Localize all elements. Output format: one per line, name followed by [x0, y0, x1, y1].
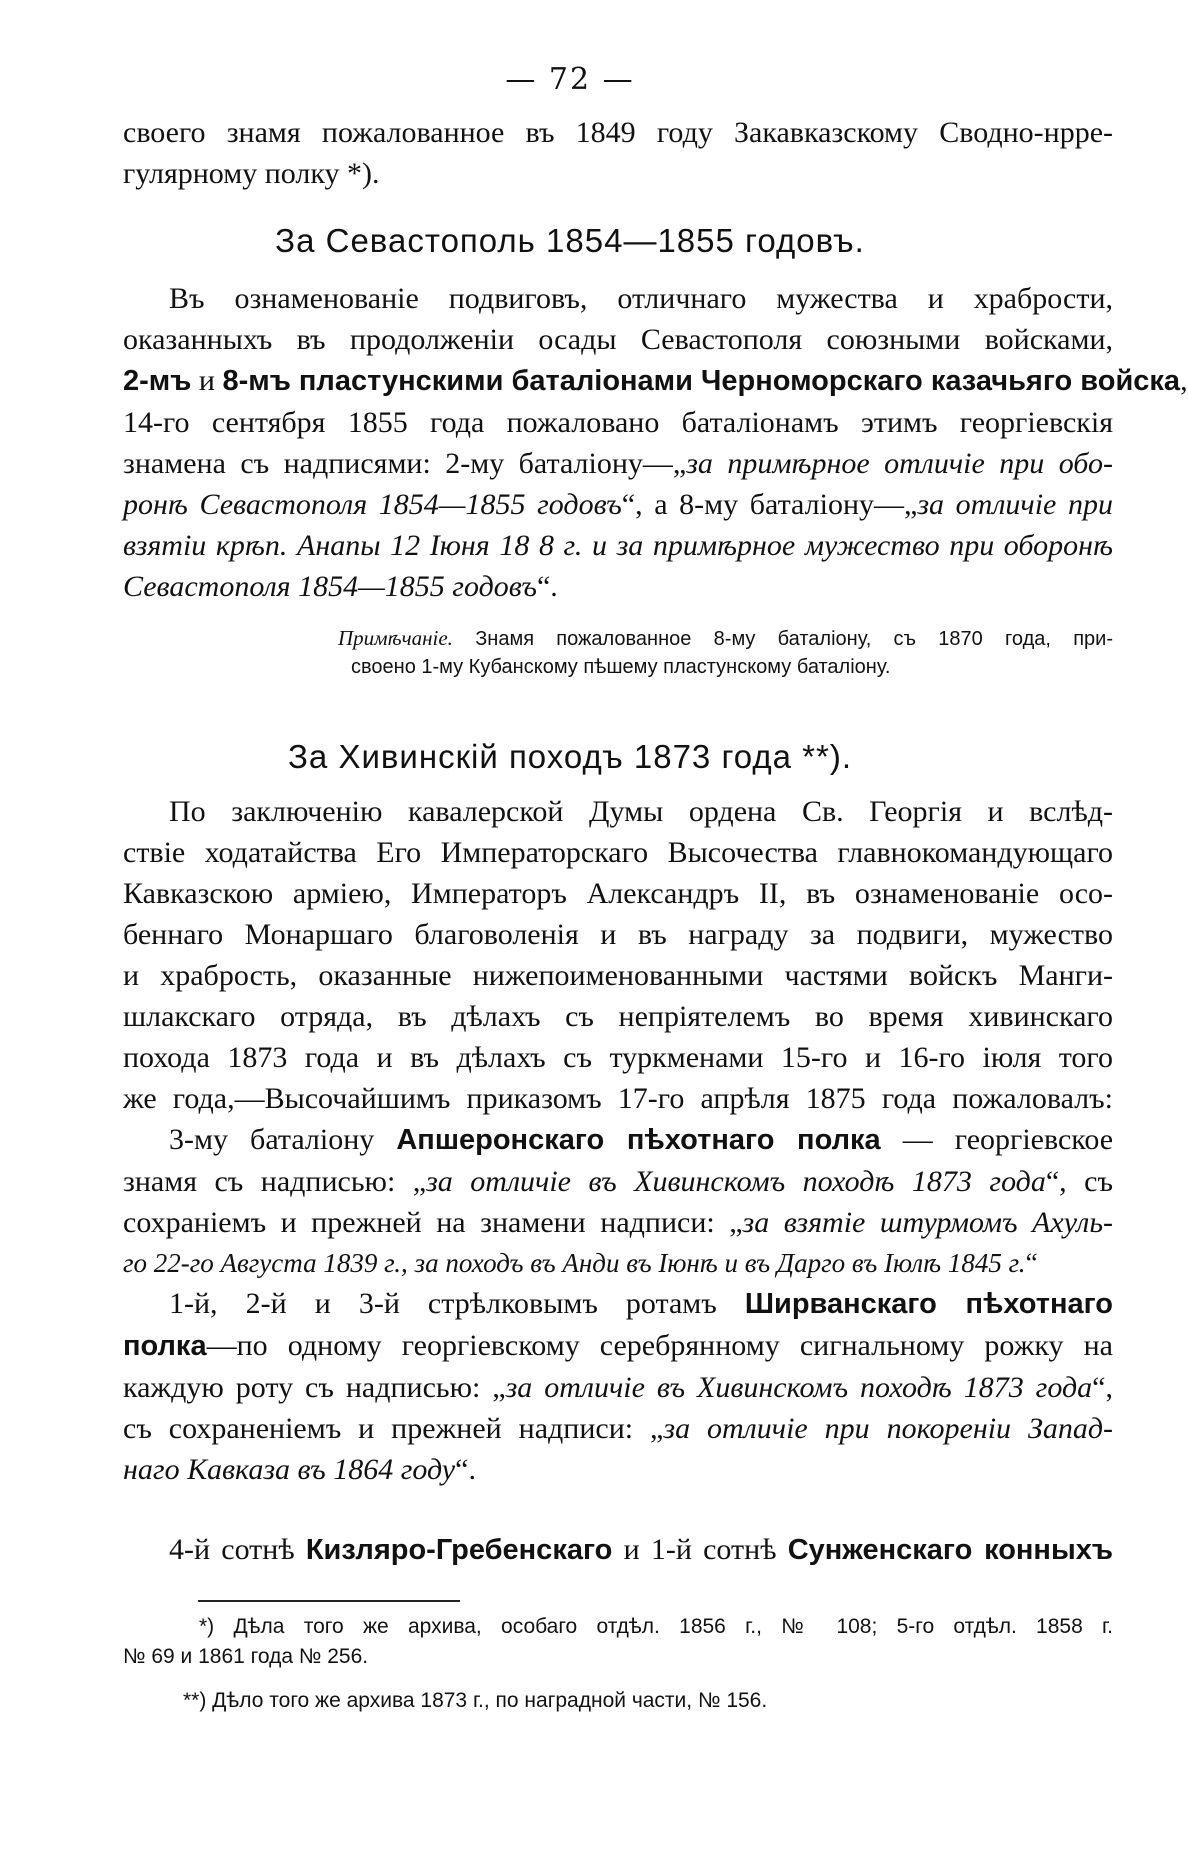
- paragraph-kizlyar: [123, 1529, 1113, 1571]
- text-line: [123, 443, 1113, 484]
- footnote-2: [123, 1686, 1113, 1716]
- bold-text: Кизляро-Гребенскаго: [305, 1534, 613, 1566]
- text-line: [123, 484, 1113, 525]
- section-heading-sevastopol: За Севастополь 1854—1855 годовъ.: [275, 222, 865, 259]
- text-span: “.: [536, 570, 558, 603]
- text-line: Кавказскою арміею, Императоръ Александръ II, въ ознаменованіе осо-: [123, 877, 1113, 910]
- text-line: По заключенію кавалерской Думы ордена Св. Георгія и вслѣд-: [169, 795, 1113, 828]
- footnote-divider: [198, 1600, 460, 1602]
- text-line: [123, 1243, 1113, 1284]
- text-line: же года,—Высочайшимъ приказомъ 17-го апрѣля 1875 года пожаловалъ:: [123, 1082, 1113, 1115]
- text-line: и храбрость, оказанные нижепоименованными частями войскъ Манги-: [123, 959, 1113, 992]
- text-line: ствіе ходатайства Его Императорскаго Высочества главнокомандующаго: [123, 836, 1113, 869]
- bold-text: полка: [123, 1330, 207, 1362]
- text-line: оказанныхъ въ продолженіи осады Севастополя союзными войсками,: [123, 323, 1113, 356]
- text-line: [123, 1119, 1113, 1161]
- note-block: [123, 624, 1113, 681]
- text-line: [123, 1408, 1113, 1449]
- text-span: знамя съ надписью: „: [123, 1165, 427, 1198]
- text-span: “, а 8-му баталіону—„: [621, 488, 918, 521]
- text-line: 14-го сентября 1855 года пожаловано баталіонамъ этимъ георгіевскія: [123, 406, 1113, 439]
- italic-text: наго Кавказа въ 1864 году: [123, 1453, 456, 1486]
- italic-text: го 22-го Августа 1839 г., за походъ въ Анди въ Іюнѣ и въ Дарго въ Іюлѣ 1845 г.: [123, 1248, 1026, 1278]
- text-line: [123, 1449, 1113, 1490]
- text-span: съ сохраненіемъ и прежней надписи: „: [123, 1412, 664, 1445]
- text-line: своено 1-му Кубанскому пѣшему пластунскому баталіону.: [351, 656, 891, 678]
- text-span: и 1-й сотнѣ: [612, 1533, 788, 1566]
- text-span: “,: [1092, 1371, 1113, 1404]
- text-span: 1-й, 2-й и 3-й стрѣлковымъ ротамъ: [169, 1287, 745, 1320]
- italic-text: Севастополя 1854—1855 годовъ: [123, 570, 537, 603]
- text-line: похода 1873 года и въ дѣлахъ съ туркменами 15-го и 16-го іюля того: [123, 1041, 1113, 1074]
- text-line: [123, 566, 1113, 607]
- text-span: и: [191, 364, 223, 397]
- text-line: [123, 525, 1113, 566]
- page-number: — 72 —: [505, 62, 635, 97]
- paragraph-khiva: [123, 791, 1113, 1119]
- text-span: — георгіевское: [880, 1123, 1114, 1156]
- text-line: [123, 1367, 1113, 1408]
- paragraph-apsheron: [123, 1119, 1113, 1284]
- paragraph-shirvan: [123, 1283, 1113, 1490]
- italic-text: за отличіе при: [917, 488, 1113, 521]
- text-line: [123, 360, 1188, 402]
- text-span: знамена съ надписями: 2-му баталіону—„: [123, 447, 687, 480]
- bold-text: Ширванскаго пѣхотнаго: [744, 1288, 1113, 1320]
- italic-text: за примѣрное отличіе при обо-: [686, 447, 1113, 480]
- text-span: каждую роту съ надписью: „: [123, 1371, 506, 1404]
- bold-text: Сунженскаго конныхъ: [787, 1534, 1113, 1566]
- section-heading-khiva: За Хивинскій походъ 1873 года **).: [287, 738, 853, 775]
- text-line: гулярному полку *).: [123, 157, 380, 190]
- italic-text: взятіи крѣп. Анапы 12 Іюня 18 8 г. и за примѣрное мужество при оборонѣ: [123, 529, 1113, 562]
- text-span: сохраніемъ и прежней на знамени надписи: „: [123, 1206, 743, 1239]
- italic-text: за отличіе при покореніи Запад-: [663, 1412, 1113, 1445]
- text-span: 4-й сотнѣ: [169, 1533, 306, 1566]
- italic-text: ронѣ Севастополя 1854—1855 годовъ: [123, 488, 622, 521]
- text-span: “: [1025, 1248, 1038, 1278]
- text-line: [123, 1325, 1113, 1367]
- text-line: шлакскаго отряда, въ дѣлахъ съ непріятелемъ во время хивинскаго: [123, 1000, 1113, 1033]
- text-span: —по одному георгіевскому серебрянному сигнальному рожку на: [206, 1329, 1113, 1362]
- text-span: “, съ: [1045, 1165, 1113, 1198]
- text-line: [123, 1283, 1113, 1325]
- text-line: [123, 624, 1113, 653]
- italic-text: за отличіе въ Хивинскомъ походѣ 1873 года: [426, 1165, 1046, 1198]
- text-span: Знамя пожалованное 8-му баталіону, съ 1870 года, при-: [452, 628, 1113, 650]
- text-line: **) Дѣло того же архива 1873 г., по наградной части, № 156.: [183, 1689, 768, 1712]
- text-line: беннаго Монаршаго благоволенія и въ награду за подвиги, мужество: [123, 918, 1113, 951]
- text-line: [123, 1529, 1113, 1571]
- bold-text: 2-мъ: [123, 365, 192, 397]
- text-line: [123, 1161, 1113, 1202]
- text-line: Въ ознаменованіе подвиговъ, отличнаго мужества и храбрости,: [169, 282, 1113, 315]
- bold-text: 8-мъ пластунскими баталіонами Черноморскаго казачьяго войска: [222, 365, 1181, 397]
- text-span: 3-му баталіону: [169, 1123, 397, 1156]
- italic-text: за отличіе въ Хивинскомъ походѣ 1873 года: [505, 1371, 1093, 1404]
- italic-text: за взятіе штурмомъ Ахуль-: [742, 1206, 1113, 1239]
- paragraph-continuation: [123, 112, 1113, 194]
- note-label: Примѣчаніе.: [338, 626, 453, 650]
- bold-text: Апшеронскаго пѣхотнаго полка: [396, 1124, 881, 1156]
- text-line: № 69 и 1861 года № 256.: [123, 1645, 369, 1668]
- footnote-1: [123, 1612, 1113, 1672]
- text-span: ,: [1180, 364, 1188, 397]
- text-line: *) Дѣла того же архива, особаго отдѣл. 1856 г., № 108; 5-го отдѣл. 1858 г.: [199, 1615, 1113, 1638]
- text-line: своего знамя пожалованное въ 1849 году Закавказскому Сводно-нрре-: [123, 116, 1113, 149]
- paragraph-sevastopol: [123, 278, 1188, 607]
- text-span: “.: [455, 1453, 476, 1486]
- text-line: [123, 1202, 1113, 1243]
